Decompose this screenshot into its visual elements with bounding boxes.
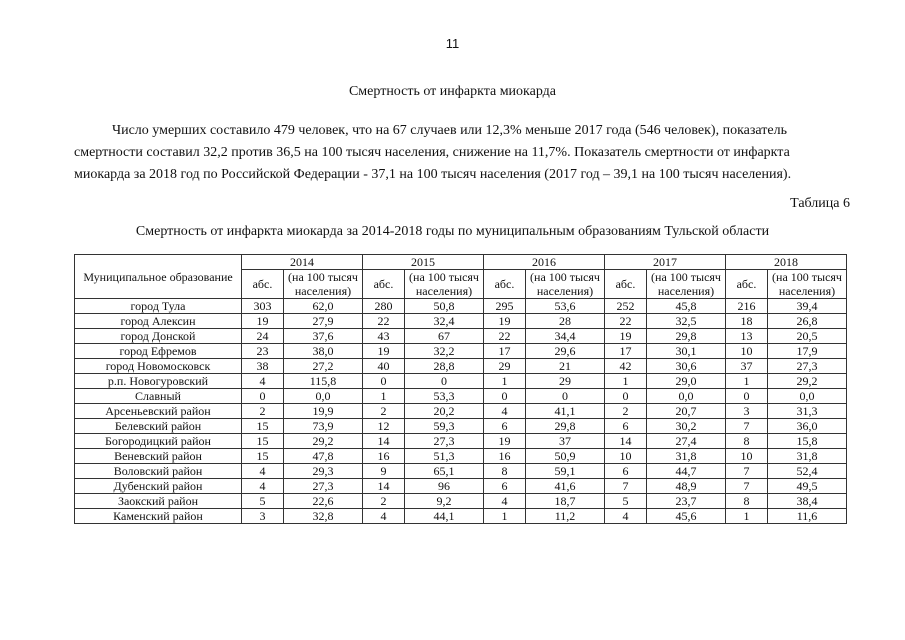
rate-value-cell: 0 — [526, 389, 605, 404]
rate-value-cell: 44,1 — [405, 509, 484, 524]
table-row — [75, 509, 847, 524]
rate-value-cell: 45,6 — [647, 509, 726, 524]
year-header: 2017 — [605, 255, 726, 270]
abs-value-cell: 3 — [726, 404, 768, 419]
abs-value-cell: 252 — [605, 299, 647, 314]
abs-value-cell: 2 — [363, 404, 405, 419]
rate-value-cell: 32,8 — [284, 509, 363, 524]
abs-header: абс. — [242, 270, 284, 299]
rate-value-cell: 11,2 — [526, 509, 605, 524]
abs-value-cell: 295 — [484, 299, 526, 314]
municipality-cell: Веневский район — [75, 449, 242, 464]
municipality-cell: город Ефремов — [75, 344, 242, 359]
rate-value-cell: 96 — [405, 479, 484, 494]
rate-value-cell: 50,9 — [526, 449, 605, 464]
year-header: 2015 — [363, 255, 484, 270]
rate-value-cell: 20,5 — [768, 329, 847, 344]
year-header: 2018 — [726, 255, 847, 270]
body-paragraph — [74, 120, 854, 186]
rate-value-cell: 49,5 — [768, 479, 847, 494]
rate-value-cell: 32,2 — [405, 344, 484, 359]
abs-value-cell: 7 — [726, 479, 768, 494]
abs-value-cell: 0 — [484, 389, 526, 404]
rate-value-cell: 32,5 — [647, 314, 726, 329]
rate-value-cell: 41,1 — [526, 404, 605, 419]
rate-value-cell: 26,8 — [768, 314, 847, 329]
municipality-cell: город Донской — [75, 329, 242, 344]
abs-value-cell: 38 — [242, 359, 284, 374]
abs-value-cell: 216 — [726, 299, 768, 314]
table-row — [75, 464, 847, 479]
abs-value-cell: 37 — [726, 359, 768, 374]
rate-value-cell: 27,3 — [405, 434, 484, 449]
abs-value-cell: 4 — [484, 494, 526, 509]
table-row — [75, 389, 847, 404]
abs-value-cell: 17 — [605, 344, 647, 359]
table-row — [75, 434, 847, 449]
rate-value-cell: 38,0 — [284, 344, 363, 359]
rate-value-cell: 27,2 — [284, 359, 363, 374]
abs-value-cell: 16 — [484, 449, 526, 464]
paragraph-line: смертности составил 32,2 против 36,5 на 100 тысяч населения, снижение на 11,7%. Показатель смертности от инфаркта — [74, 145, 790, 160]
rate-header: (на 100 тысяч населения) — [405, 270, 484, 299]
abs-value-cell: 15 — [242, 419, 284, 434]
abs-value-cell: 7 — [726, 464, 768, 479]
table-row — [75, 374, 847, 389]
abs-value-cell: 8 — [484, 464, 526, 479]
abs-value-cell: 6 — [605, 464, 647, 479]
mortality-table — [74, 254, 847, 524]
abs-value-cell: 13 — [726, 329, 768, 344]
table-title: Смертность от инфаркта миокарда за 2014-2018 годы по муниципальным образованиям Тульской области — [135, 224, 770, 239]
rate-value-cell: 32,4 — [405, 314, 484, 329]
table-number: Таблица 6 — [790, 196, 850, 211]
municipality-cell: город Алексин — [75, 314, 242, 329]
rate-value-cell: 51,3 — [405, 449, 484, 464]
rate-value-cell: 15,8 — [768, 434, 847, 449]
abs-value-cell: 0 — [726, 389, 768, 404]
abs-value-cell: 2 — [242, 404, 284, 419]
abs-value-cell: 19 — [605, 329, 647, 344]
rate-value-cell: 45,8 — [647, 299, 726, 314]
abs-value-cell: 1 — [726, 509, 768, 524]
table-row — [75, 404, 847, 419]
rate-value-cell: 34,4 — [526, 329, 605, 344]
rate-value-cell: 28 — [526, 314, 605, 329]
abs-value-cell: 7 — [605, 479, 647, 494]
rate-value-cell: 52,4 — [768, 464, 847, 479]
abs-value-cell: 43 — [363, 329, 405, 344]
abs-value-cell: 4 — [242, 374, 284, 389]
abs-value-cell: 22 — [484, 329, 526, 344]
rate-value-cell: 39,4 — [768, 299, 847, 314]
rate-value-cell: 29,0 — [647, 374, 726, 389]
rate-header: (на 100 тысяч населения) — [768, 270, 847, 299]
rate-value-cell: 50,8 — [405, 299, 484, 314]
abs-value-cell: 1 — [363, 389, 405, 404]
abs-value-cell: 18 — [726, 314, 768, 329]
rate-value-cell: 115,8 — [284, 374, 363, 389]
abs-header: абс. — [363, 270, 405, 299]
municipality-cell: город Новомосковск — [75, 359, 242, 374]
rate-value-cell: 0,0 — [647, 389, 726, 404]
rate-value-cell: 67 — [405, 329, 484, 344]
municipality-cell: Воловский район — [75, 464, 242, 479]
table-row — [75, 419, 847, 434]
paragraph-line: Число умерших составило 479 человек, что на 67 случаев или 12,3% меньше 2017 года (546 человек), показатель — [112, 123, 787, 138]
rate-value-cell: 18,7 — [526, 494, 605, 509]
abs-value-cell: 14 — [363, 479, 405, 494]
abs-value-cell: 5 — [242, 494, 284, 509]
table-row — [75, 314, 847, 329]
municipality-cell: Богородицкий район — [75, 434, 242, 449]
abs-value-cell: 12 — [363, 419, 405, 434]
paragraph-line: миокарда за 2018 год по Российской Федерации - 37,1 на 100 тысяч населения (2017 год – 39,1 на 100 тысяч населения). — [74, 167, 792, 182]
year-header: 2016 — [484, 255, 605, 270]
rate-value-cell: 30,2 — [647, 419, 726, 434]
rate-header: (на 100 тысяч населения) — [526, 270, 605, 299]
abs-value-cell: 17 — [484, 344, 526, 359]
rate-value-cell: 29,8 — [647, 329, 726, 344]
abs-value-cell: 7 — [726, 419, 768, 434]
rate-value-cell: 38,4 — [768, 494, 847, 509]
rate-value-cell: 17,9 — [768, 344, 847, 359]
rate-value-cell: 29,8 — [526, 419, 605, 434]
abs-value-cell: 19 — [242, 314, 284, 329]
rate-value-cell: 27,3 — [284, 479, 363, 494]
year-header-row — [75, 255, 847, 270]
abs-value-cell: 15 — [242, 449, 284, 464]
rate-value-cell: 36,0 — [768, 419, 847, 434]
abs-value-cell: 4 — [242, 479, 284, 494]
table-row — [75, 449, 847, 464]
rate-value-cell: 31,3 — [768, 404, 847, 419]
rate-value-cell: 47,8 — [284, 449, 363, 464]
rate-value-cell: 62,0 — [284, 299, 363, 314]
abs-value-cell: 16 — [363, 449, 405, 464]
rate-value-cell: 0,0 — [284, 389, 363, 404]
abs-value-cell: 1 — [605, 374, 647, 389]
rate-value-cell: 30,6 — [647, 359, 726, 374]
rate-value-cell: 30,1 — [647, 344, 726, 359]
municipality-cell: Арсеньевский район — [75, 404, 242, 419]
municipality-cell: Белевский район — [75, 419, 242, 434]
rate-value-cell: 28,8 — [405, 359, 484, 374]
abs-value-cell: 10 — [605, 449, 647, 464]
abs-value-cell: 0 — [242, 389, 284, 404]
rate-value-cell: 41,6 — [526, 479, 605, 494]
rate-value-cell: 11,6 — [768, 509, 847, 524]
table-row — [75, 479, 847, 494]
abs-value-cell: 23 — [242, 344, 284, 359]
rate-header: (на 100 тысяч населения) — [284, 270, 363, 299]
abs-value-cell: 14 — [363, 434, 405, 449]
abs-value-cell: 0 — [363, 374, 405, 389]
abs-value-cell: 10 — [726, 449, 768, 464]
rate-value-cell: 27,9 — [284, 314, 363, 329]
abs-value-cell: 303 — [242, 299, 284, 314]
rate-value-cell: 31,8 — [768, 449, 847, 464]
abs-header: абс. — [605, 270, 647, 299]
rate-value-cell: 27,4 — [647, 434, 726, 449]
abs-value-cell: 1 — [484, 374, 526, 389]
rate-value-cell: 29 — [526, 374, 605, 389]
rate-value-cell: 20,7 — [647, 404, 726, 419]
abs-value-cell: 24 — [242, 329, 284, 344]
abs-value-cell: 19 — [484, 314, 526, 329]
abs-header: абс. — [484, 270, 526, 299]
rate-value-cell: 37,6 — [284, 329, 363, 344]
rate-value-cell: 23,7 — [647, 494, 726, 509]
table-row — [75, 329, 847, 344]
abs-value-cell: 10 — [726, 344, 768, 359]
rate-value-cell: 37 — [526, 434, 605, 449]
rate-value-cell: 29,6 — [526, 344, 605, 359]
abs-value-cell: 8 — [726, 494, 768, 509]
abs-value-cell: 4 — [484, 404, 526, 419]
abs-value-cell: 3 — [242, 509, 284, 524]
abs-value-cell: 22 — [605, 314, 647, 329]
abs-value-cell: 1 — [726, 374, 768, 389]
rate-value-cell: 53,3 — [405, 389, 484, 404]
municipality-cell: город Тула — [75, 299, 242, 314]
abs-value-cell: 19 — [363, 344, 405, 359]
abs-value-cell: 5 — [605, 494, 647, 509]
abs-value-cell: 2 — [605, 404, 647, 419]
rate-value-cell: 27,3 — [768, 359, 847, 374]
year-header: 2014 — [242, 255, 363, 270]
abs-value-cell: 15 — [242, 434, 284, 449]
abs-value-cell: 6 — [484, 419, 526, 434]
rate-value-cell: 48,9 — [647, 479, 726, 494]
abs-value-cell: 8 — [726, 434, 768, 449]
rate-value-cell: 19,9 — [284, 404, 363, 419]
rate-value-cell: 29,2 — [768, 374, 847, 389]
rate-value-cell: 22,6 — [284, 494, 363, 509]
rate-value-cell: 31,8 — [647, 449, 726, 464]
table-body — [75, 299, 847, 524]
abs-value-cell: 19 — [484, 434, 526, 449]
abs-value-cell: 42 — [605, 359, 647, 374]
abs-value-cell: 4 — [605, 509, 647, 524]
municipality-cell: Заокский район — [75, 494, 242, 509]
abs-value-cell: 0 — [605, 389, 647, 404]
abs-value-cell: 280 — [363, 299, 405, 314]
abs-value-cell: 4 — [242, 464, 284, 479]
rate-header: (на 100 тысяч населения) — [647, 270, 726, 299]
rate-value-cell: 20,2 — [405, 404, 484, 419]
section-heading: Смертность от инфаркта миокарда — [348, 84, 557, 99]
municipality-cell: р.п. Новогуровский — [75, 374, 242, 389]
abs-value-cell: 22 — [363, 314, 405, 329]
municipality-cell: Славный — [75, 389, 242, 404]
abs-header: абс. — [726, 270, 768, 299]
rate-value-cell: 0,0 — [768, 389, 847, 404]
table-row — [75, 494, 847, 509]
rate-value-cell: 65,1 — [405, 464, 484, 479]
abs-value-cell: 6 — [484, 479, 526, 494]
abs-value-cell: 6 — [605, 419, 647, 434]
page-number: 11 — [445, 36, 460, 51]
abs-value-cell: 14 — [605, 434, 647, 449]
table-row — [75, 299, 847, 314]
rate-value-cell: 73,9 — [284, 419, 363, 434]
rate-value-cell: 29,2 — [284, 434, 363, 449]
abs-value-cell: 9 — [363, 464, 405, 479]
abs-value-cell: 1 — [484, 509, 526, 524]
rate-value-cell: 9,2 — [405, 494, 484, 509]
rate-value-cell: 44,7 — [647, 464, 726, 479]
abs-value-cell: 29 — [484, 359, 526, 374]
rate-value-cell: 29,3 — [284, 464, 363, 479]
rate-value-cell: 53,6 — [526, 299, 605, 314]
municipality-cell: Дубенский район — [75, 479, 242, 494]
rate-value-cell: 0 — [405, 374, 484, 389]
abs-value-cell: 2 — [363, 494, 405, 509]
abs-value-cell: 4 — [363, 509, 405, 524]
rate-value-cell: 59,3 — [405, 419, 484, 434]
rate-value-cell: 59,1 — [526, 464, 605, 479]
abs-value-cell: 40 — [363, 359, 405, 374]
municipality-cell: Каменский район — [75, 509, 242, 524]
table-row — [75, 359, 847, 374]
table-row — [75, 344, 847, 359]
rate-value-cell: 21 — [526, 359, 605, 374]
municipality-header: Муниципальное образование — [75, 255, 242, 299]
